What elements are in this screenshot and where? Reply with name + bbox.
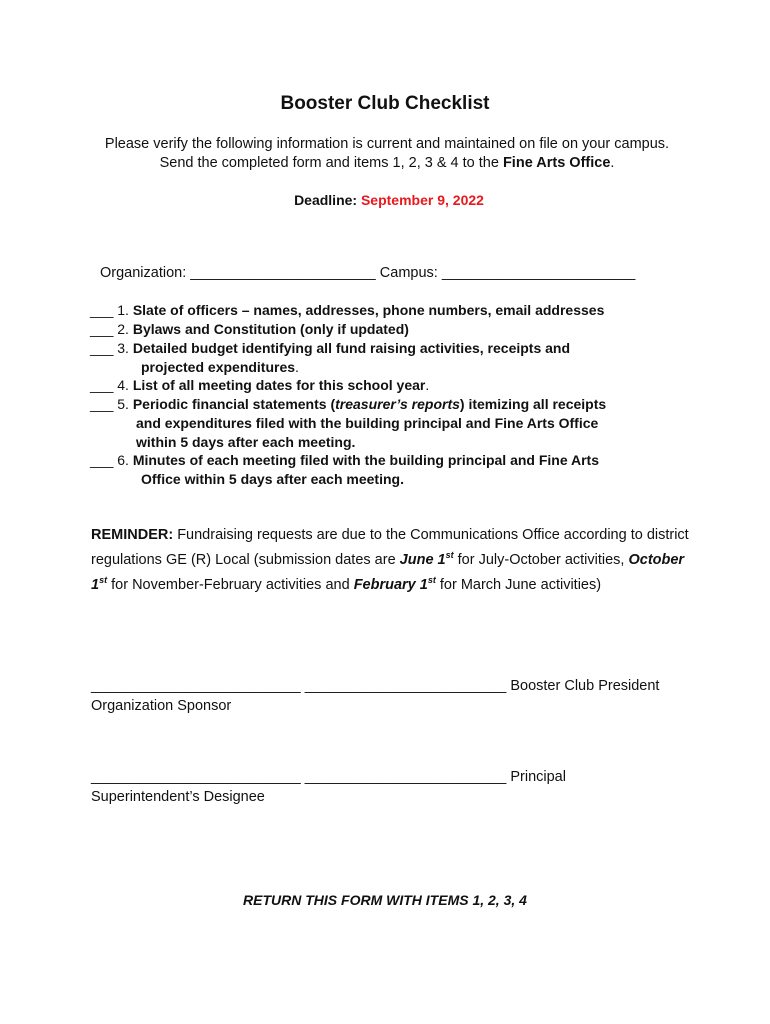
ordinal-suffix: st [99,574,108,585]
checklist-item-2 [90,321,409,337]
item-tail: . [295,359,299,375]
checklist-item-6-cont: Office within 5 days after each meeting. [141,471,404,487]
checklist-item-6 [90,452,599,468]
checklist-blank[interactable]: ___ [90,452,114,468]
reminder-date: October 1 [91,551,685,593]
campus-field[interactable]: Campus: ________________________ [379,265,636,281]
footer-instruction: RETURN THIS FORM WITH ITEMS 1, 2, 3, 4 [243,892,527,908]
item-text: Minutes of each meeting filed with the building principal and Fine Arts [132,452,600,468]
checklist-item-3-cont [141,359,299,375]
checklist-blank[interactable]: ___ [90,302,114,318]
checklist-item-1 [90,302,604,318]
item-number: 6. [113,452,133,468]
signature-row-1 [91,678,659,694]
intro-line-1: Please verify the following information is current and maintained on file on your campus. [104,136,670,152]
reminder-label: REMINDER: [91,527,174,543]
ordinal-suffix: st [445,550,454,560]
intro-line-2-prefix: Send the completed form and items 1, 2, 3 & 4 to the [159,155,503,171]
reminder-text: for November-February activities and [107,576,354,593]
signature-row-2 [91,769,566,785]
role-principal: Principal [510,769,566,785]
deadline [0,192,770,208]
reminder-text: Fundraising requests are due to the Communications Office according to district regulations GE (R) Local (submission dates are [91,527,689,568]
item-number: 5. [113,396,133,412]
item-text: Bylaws and Constitution (only if updated) [132,321,409,337]
organization-field[interactable]: Organization: _______________________ [100,265,376,281]
fine-arts-office-text: Fine Arts Office [502,155,611,171]
treasurers-reports-text: treasurer’s reports [335,396,460,412]
intro-line-2-suffix: . [610,155,615,171]
item-text: List of all meeting dates for this school year [132,377,426,393]
checklist-item-5 [90,396,606,412]
reminder-date: June 1 [399,551,446,568]
signature-lines[interactable]: __________________________ _________________________ [91,769,507,785]
checklist-blank[interactable]: ___ [90,340,114,356]
reminder-text: for March June activities) [435,576,602,593]
item-tail: . [425,377,430,393]
role-booster-club-president: Booster Club President [510,678,660,694]
checklist-item-5-cont-2: within 5 days after each meeting. [136,434,356,450]
deadline-date: September 9, 2022 [360,192,484,208]
item-text: ) itemizing all receipts [459,396,607,412]
item-text-cont: projected expenditures [141,359,296,375]
checklist-blank[interactable]: ___ [90,321,114,337]
item-text: Periodic financial statements ( [132,396,336,412]
item-number: 1. [113,302,133,318]
signature-lines[interactable]: __________________________ _________________________ [91,678,507,694]
role-organization-sponsor: Organization Sponsor [91,698,232,714]
reminder-text: for July-October activities, [453,551,629,568]
checklist-blank[interactable]: ___ [90,377,114,393]
checklist-item-5-cont-1: and expenditures filed with the building principal and Fine Arts Office [136,415,599,431]
ordinal-suffix: st [427,574,436,585]
item-text: Slate of officers – names, addresses, phone numbers, email addresses [132,302,605,318]
page-title: Booster Club Checklist [280,93,490,114]
checklist-item-4 [90,377,429,393]
item-text: Detailed budget identifying all fund raising activities, receipts and [132,340,571,356]
role-superintendents-designee: Superintendent’s Designee [91,789,265,805]
checklist-blank[interactable]: ___ [90,396,114,412]
deadline-label: Deadline: [294,192,361,208]
item-number: 3. [113,340,133,356]
reminder-paragraph [91,525,691,595]
checklist-item-3 [90,340,570,356]
item-number: 4. [113,377,133,393]
item-number: 2. [113,321,133,337]
reminder-date: February 1 [353,576,428,593]
intro-line-2 [0,155,770,171]
organization-campus-fields [100,265,635,281]
